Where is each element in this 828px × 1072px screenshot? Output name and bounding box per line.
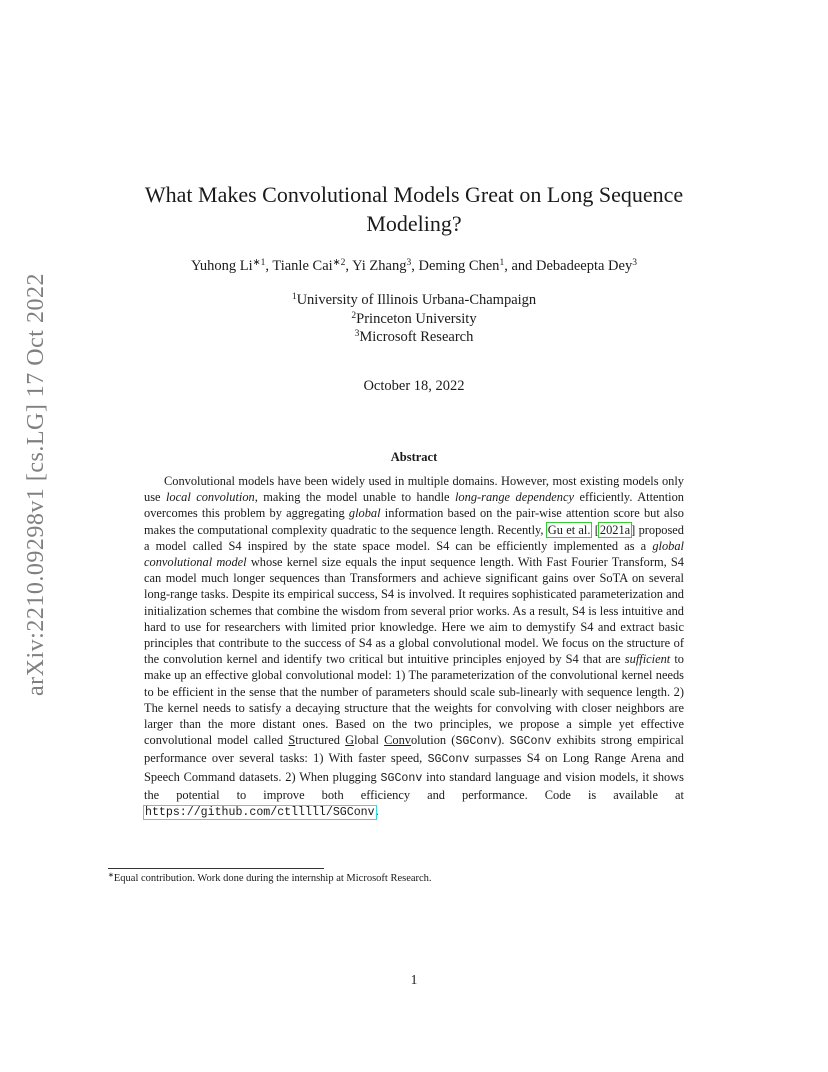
author-name: Deming Chen bbox=[418, 258, 500, 274]
affiliation bbox=[100, 310, 728, 329]
affiliation-mark: 3 bbox=[354, 329, 360, 339]
citation-link-authors[interactable]: Gu et al. bbox=[547, 522, 591, 537]
code-term: SGConv bbox=[455, 735, 498, 749]
emphasis: global convolutional model bbox=[144, 538, 684, 570]
author-name: Yi Zhang bbox=[352, 258, 407, 274]
affiliation bbox=[100, 291, 728, 310]
arxiv-stamp bbox=[22, 272, 49, 696]
affiliation-name: Princeton University bbox=[356, 310, 477, 327]
author-mark: ∗2 bbox=[332, 258, 346, 268]
code-term: SGConv bbox=[380, 771, 423, 785]
affiliation-mark: 2 bbox=[351, 310, 357, 321]
page-number: 1 bbox=[410, 972, 418, 987]
author-mark: 1 bbox=[499, 258, 505, 268]
affiliation-mark: 1 bbox=[291, 292, 297, 302]
author-name: Yuhong Li bbox=[191, 258, 253, 274]
footnote-mark: ∗ bbox=[108, 871, 114, 879]
footnote bbox=[108, 873, 432, 884]
code-repo-link[interactable]: https://github.com/ctlllll/SGConv bbox=[145, 806, 375, 820]
paper-title: What Makes Convolutional Models Great on Long Sequence Modeling? bbox=[144, 182, 684, 236]
emphasis: long-range dependency bbox=[454, 490, 574, 505]
author-mark: 3 bbox=[632, 258, 637, 268]
footnote-text: Equal contribution. Work done during the internship at Microsoft Research. bbox=[113, 873, 432, 884]
affiliation-name: University of Illinois Urbana-Champaign bbox=[296, 292, 537, 308]
code-term: SGConv bbox=[509, 735, 552, 749]
paper-date: October 18, 2022 bbox=[363, 378, 465, 394]
abstract-heading: Abstract bbox=[390, 450, 438, 464]
author-mark: 3 bbox=[406, 258, 412, 268]
abstract-body: Convolutional models have been widely used in multiple domains. However, most existing models only use local convolution, making the model unable to handle long-range dependency efficiently. Attention overcomes this problem by aggregating global information based on the pair-wise attention score but also makes the computational complexity quadratic to the sequence length. Recently, Gu et al. [2021a] proposed a model called S4 inspired by the state space model. S4 can be efficiently implemented as a global convolutional model whose kernel size equals the input sequence length. With Fast Fourier Transform, S4 can model much longer sequences than Transformers and achieve significant gains over SoTA on several long-range tasks. Despite its empirical success, S4 is involved. It requires sophisticated parameterization and initialization schemes that combine the wisdom from several prior works. As a result, S4 is less intuitive and hard to use for researchers with limited prior knowledge. Here we aim to demystify S4 and extract basic principles that contribute to the success of S4 as a global convolutional model. We focus on the structure of the convolution kernel and identify two critical but intuitive principles enjoyed by S4 that are sufficient to make up an effective global convolutional model: 1) The parameterization of the convolutional kernel needs to be efficient in the sense that the number of parameters should scale sub-linearly with sequence length. 2) The kernel needs to satisfy a decaying structure that the weights for convolving with closer neighbors are larger than the more distant ones. Based on the two principles, we propose a simple yet effective convolutional model called Structured Global Convolution (SGConv). SGConv exhibits strong empirical performance over several tasks: 1) With faster speed, SGConv surpasses S4 on Long Range Arena and Speech Command datasets. 2) When plugging SGConv into standard language and vision models, it shows the potential to improve both efficiency and performance. Code is available at https://github.com/ctlllll/SGConv. bbox=[144, 474, 685, 820]
emphasis: sufficient bbox=[624, 652, 671, 667]
author-list: Yuhong $Li^{∗1}$, Tianle Cai$^{∗2}$, Yi Zhang$^3$, Deming Chen$^1$, and Debadeepta Dey$^3$ bbox=[191, 258, 637, 274]
emphasis: global bbox=[348, 506, 381, 521]
citation-link-year[interactable]: 2021a bbox=[599, 522, 631, 537]
author-mark: ∗1 bbox=[252, 258, 266, 268]
footnote-divider bbox=[108, 868, 324, 869]
code-term: SGConv bbox=[427, 753, 470, 767]
affiliation-list bbox=[100, 291, 728, 347]
affiliation bbox=[100, 328, 728, 347]
emphasis: local convolution bbox=[165, 490, 255, 505]
author-name: Tianle Cai bbox=[272, 258, 333, 274]
affiliation-name: Microsoft Research bbox=[359, 329, 474, 345]
author-name: Debadeepta Dey bbox=[536, 258, 633, 274]
arxiv-stamp-text: arXiv:2210.09298v1 [cs.LG] 17 Oct 2022 bbox=[22, 272, 49, 696]
